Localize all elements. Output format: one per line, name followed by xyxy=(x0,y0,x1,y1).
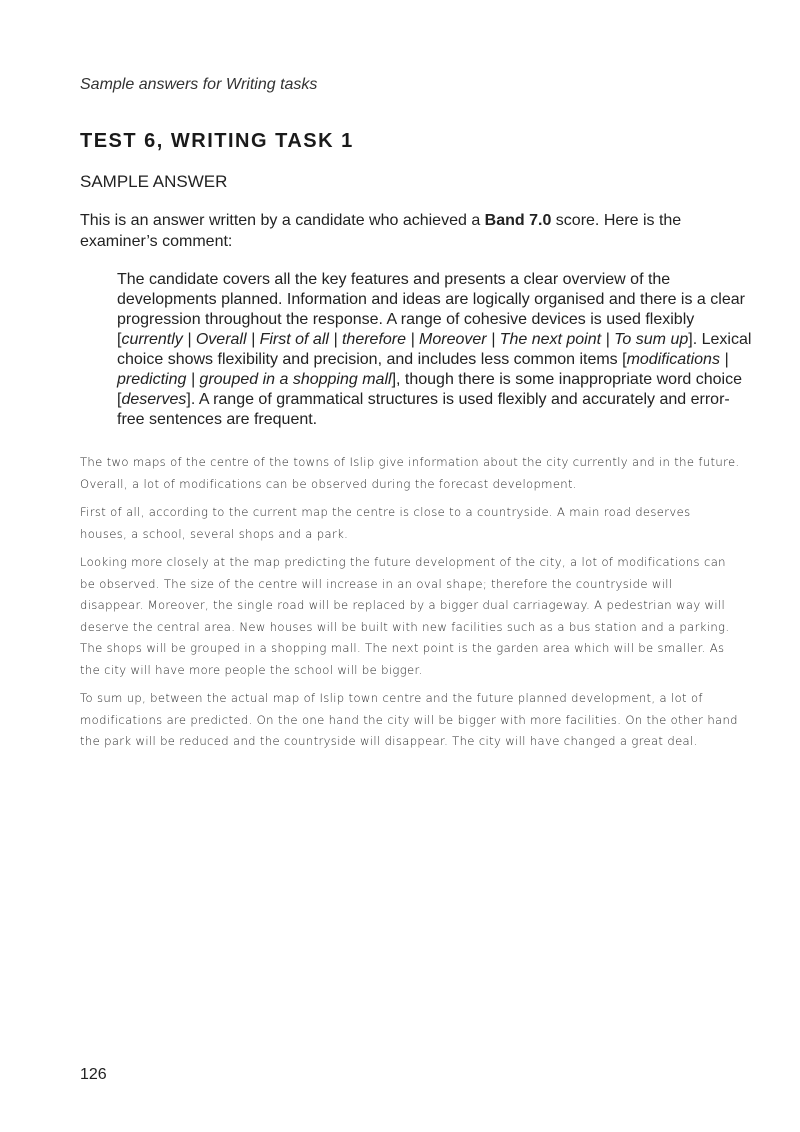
running-header: Sample answers for Writing tasks xyxy=(80,76,318,93)
comment-part-4: ]. A range of grammatical structures is used flexibly and accurately and error-free sentences are frequent. xyxy=(117,391,730,428)
comment-part-3: ], though there is some inappropriate word choice [ xyxy=(117,371,742,408)
band-score: Band 7.0 xyxy=(484,212,552,229)
answer-paragraph-4: To sum up, between the actual map of Islip town centre and the future planned development, a lot of modifications are predicted. On the one hand the city will be bigger with more facilities. On the other hand the park will be reduced and the countryside will disappear. The city will have changed a great deal. xyxy=(80,691,738,748)
section-subtitle: SAMPLE ANSWER xyxy=(80,172,228,191)
answer-paragraph-3: Looking more closely at the map predicting the future development of the city, a lot of modifications can be observed. The size of the centre will increase in an oval shape; therefore the countryside will disappear. Moreover, the single road will be replaced by a bigger dual carriageway. A pedestrian way will deserve the central area. New houses will be built with new facilities such as a bus station and a parking. The shops will be grouped in a shopping mall. The next point is the garden area which will be smaller. As the city will have more people the school will be bigger. xyxy=(80,555,730,677)
page-number: 126 xyxy=(80,1066,107,1083)
answer-paragraph-2: First of all, according to the current map the centre is close to a countryside. A main road deserves houses, a school, several shops and a park. xyxy=(80,505,691,541)
intro-after: score. Here is the examiner’s comment: xyxy=(80,212,682,250)
comment-part-2: ]. Lexical choice shows flexibility and precision, and includes less common items [ xyxy=(117,331,752,368)
intro-text xyxy=(80,210,730,252)
comment-part-1: The candidate covers all the key features and presents a clear overview of the developments planned. Information and ideas are logically organised and there is a clear progression throughout the response. A range of cohesive devices is used flexibly [ xyxy=(117,271,745,348)
answer-paragraph-1: The two maps of the centre of the towns of Islip give information about the city currently and in the future. Overall, a lot of modifications can be observed during the forecast development. xyxy=(80,455,740,491)
examiner-comment xyxy=(117,270,757,430)
handwritten-answer xyxy=(80,452,740,760)
comment-lexical-items: modifications | predicting | grouped in a shopping mall xyxy=(117,351,729,388)
comment-inappropriate-word: deserves xyxy=(121,391,187,408)
comment-cohesive-devices: currently | Overall | First of all | therefore | Moreover | The next point | To sum up xyxy=(121,331,689,348)
intro-before: This is an answer written by a candidate who achieved a xyxy=(80,212,485,229)
page-title: TEST 6, WRITING TASK 1 xyxy=(80,130,354,152)
